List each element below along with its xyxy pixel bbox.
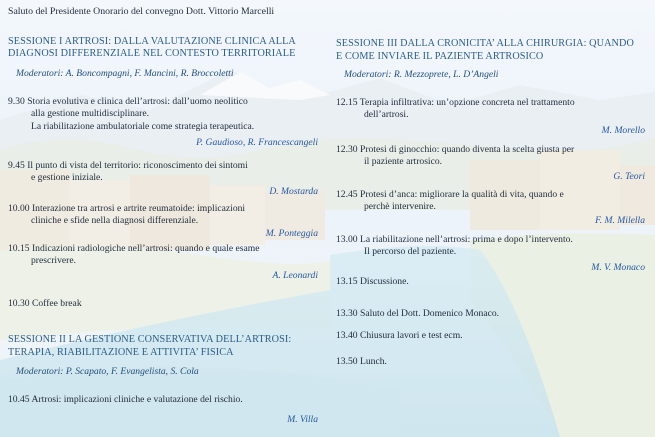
talk-1015-speaker: A. Leonardi (272, 270, 318, 281)
talk-1045-speaker: M. Villa (287, 414, 318, 425)
talk-0945-line-2: e gestione iniziale. (31, 172, 103, 183)
talk-1300-speaker: M. V. Monaco (591, 262, 645, 273)
talk-1230-line-1: 12.30 Protesi di ginocchio: quando diventa la scelta giusta per (336, 144, 575, 155)
session-3-title-line-1: SESSIONE III DALLA CRONICITA’ ALLA CHIRURGIA: QUANDO (336, 38, 634, 49)
talk-1230-speaker: G. Teori (613, 171, 645, 182)
session-2-title-line-1: SESSIONE II LA GESTIONE CONSERVATIVA DELL’ARTROSI: (8, 334, 292, 345)
talk-1330: 13.30 Saluto del Dott. Domenico Monaco. (336, 308, 500, 319)
talk-0930-speakers: P. Gaudioso, R. Francescangeli (196, 137, 318, 148)
talk-1340: 13.40 Chiusura lavori e test ecm. (336, 330, 463, 341)
talk-1350: 13.50 Lunch. (336, 356, 387, 367)
talk-1245-speaker: F. M. Milella (595, 215, 645, 226)
talk-0930-line-3: La riabilitazione ambulatoriale come strategia terapeutica. (31, 121, 255, 132)
intro-greeting: Saluto del Presidente Onorario del convegno Dott. Vittorio Marcelli (8, 6, 275, 17)
session-1-title-line-1: SESSIONE I ARTROSI: DALLA VALUTAZIONE CLINICA ALLA (8, 36, 296, 47)
talk-0945-line-1: 9.45 Il punto di vista del territorio: riconoscimento dei sintomi (8, 160, 248, 171)
talk-1000-speaker: M. Ponteggia (265, 228, 318, 239)
talk-1215-speaker: M. Morello (601, 125, 645, 136)
session-1-moderators: Moderatori: A. Boncompagni, F. Mancini, R. Broccoletti (16, 68, 234, 79)
talk-1015-line-1: 10.15 Indicazioni radiologiche nell’artrosi: quando e quale esame (8, 243, 260, 254)
talk-0945-speaker: D. Mostarda (269, 186, 318, 197)
talk-1015-line-2: prescrivere. (31, 255, 77, 266)
session-2-title-line-2: TERAPIA, RIABILITAZIONE E ATTIVITA’ FISICA (8, 347, 234, 358)
talk-1230-line-2: il paziente artrosico. (364, 156, 443, 167)
coffee-break: 10.30 Coffee break (8, 298, 82, 309)
session-1-title-line-2: DIAGNOSI DIFFERENZIALE NEL CONTESTO TERRITORIALE (8, 48, 296, 59)
talk-0930-line-1: 9.30 Storia evolutiva e clinica dell’artrosi: dall’uomo neolitico (8, 96, 248, 107)
talk-1215-line-2: dell’artrosi. (364, 109, 409, 120)
session-3-moderators: Moderatori: R. Mezzoprete, L. D’Angeli (344, 69, 499, 80)
talk-0930-line-2: alla gestione multidisciplinare. (31, 108, 150, 119)
talk-1045: 10.45 Artrosi: implicazioni cliniche e valutazione del rischio. (8, 394, 243, 405)
talk-1215-line-1: 12.15 Terapia infiltrativa: un’opzione concreta nel trattamento (336, 97, 575, 108)
talk-1315: 13.15 Discussione. (336, 276, 409, 287)
talk-1000-line-2: cliniche e sfide nella diagnosi differenziale. (31, 215, 199, 226)
talk-1300-line-2: Il percorso del paziente. (364, 246, 457, 257)
session-3-title-line-2: E COME INVIARE IL PAZIENTE ARTROSICO (336, 51, 544, 62)
talk-1245-line-2: perchè intervenire. (364, 201, 436, 212)
session-2-moderators: Moderatori: P. Scapato, F. Evangelista, S. Cola (16, 366, 199, 377)
talk-1245-line-1: 12.45 Protesi d’anca: migliorare la qualità di vita, quando e (336, 189, 564, 200)
talk-1300-line-1: 13.00 La riabilitazione nell’artrosi: prima e dopo l’intervento. (336, 234, 573, 245)
talk-1000-line-1: 10.00 Interazione tra artrosi e artrite reumatoide: implicazioni (8, 203, 246, 214)
